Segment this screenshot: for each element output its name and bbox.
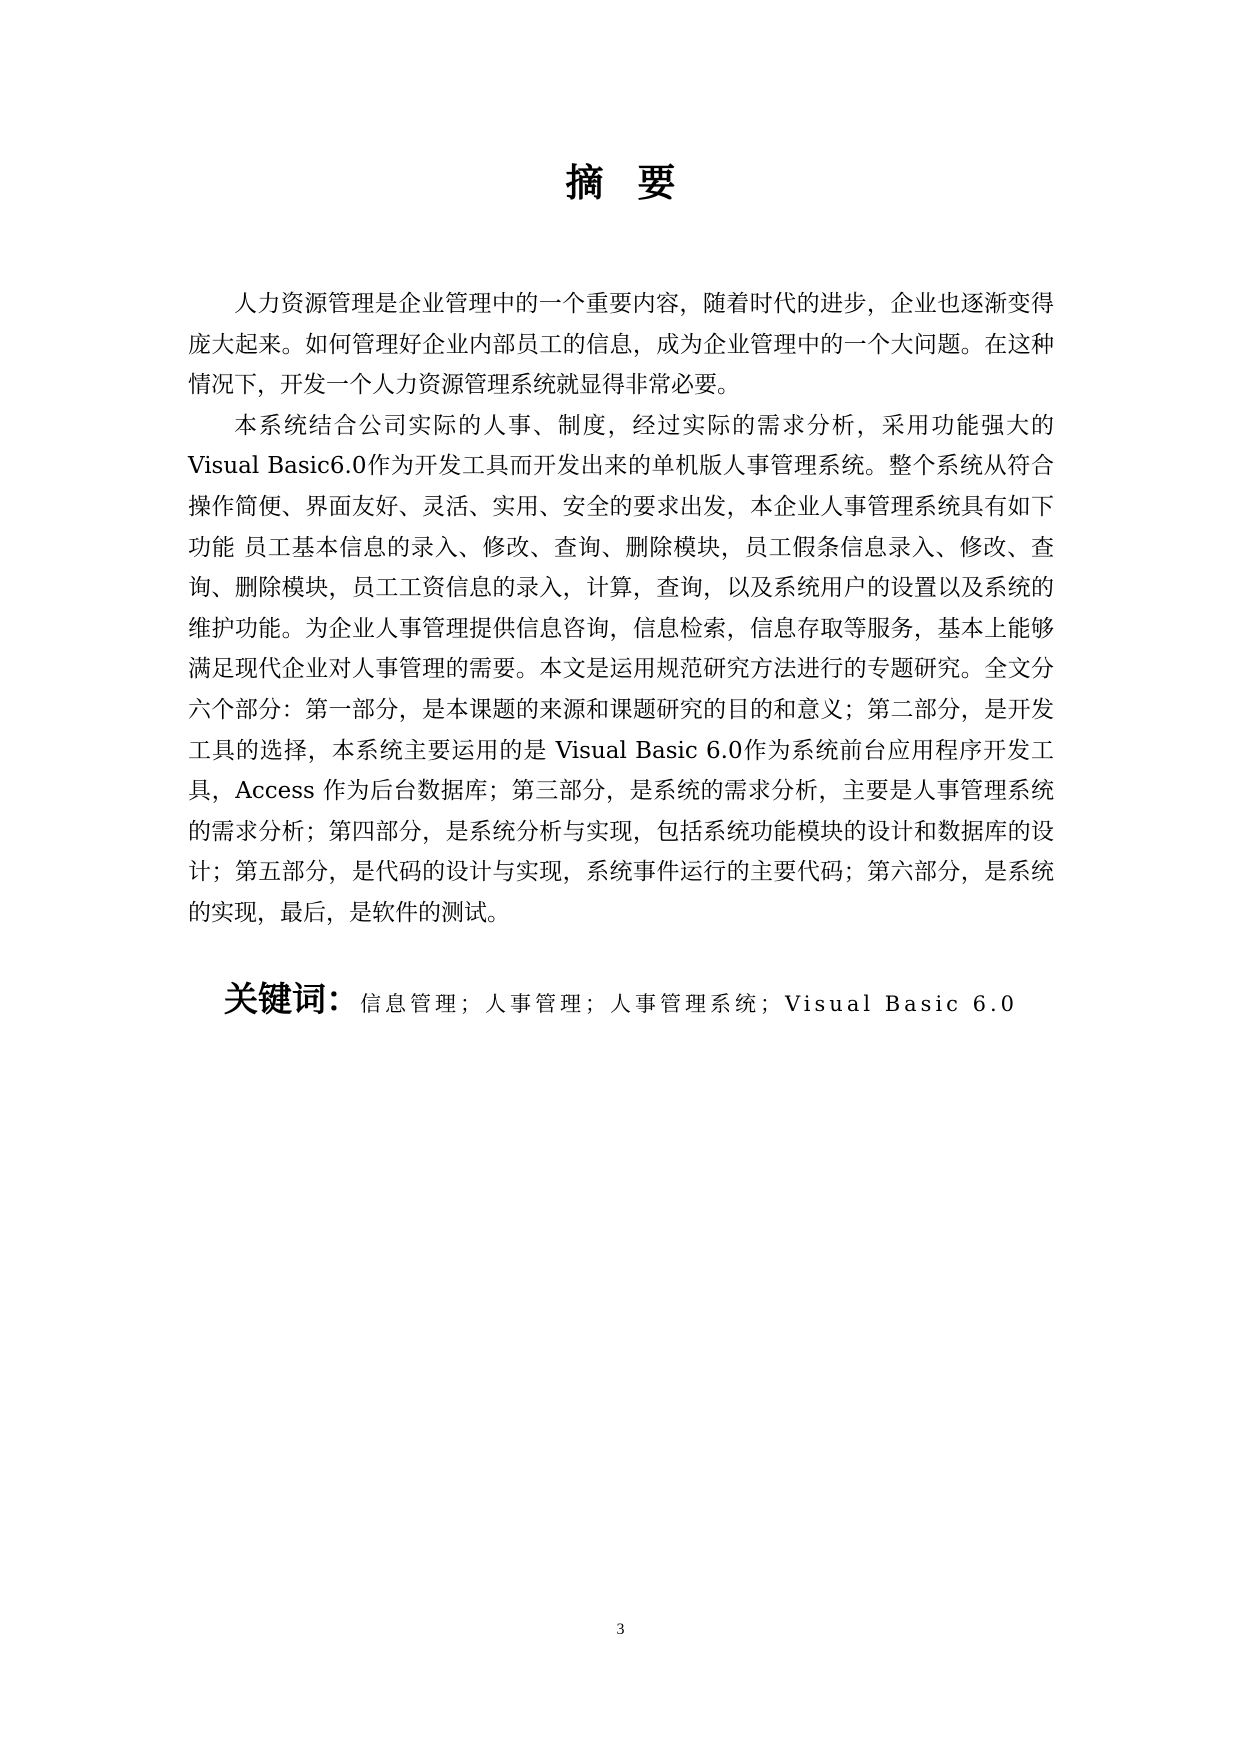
abstract-body xyxy=(188,284,1054,934)
abstract-paragraph-1: 人力资源管理是企业管理中的一个重要内容，随着时代的进步，企业也逐渐变得庞大起来。如何管理好企业内部员工的信息，成为企业管理中的一个大问题。在这种情况下，开发一个人力资源管理系统就显得非常必要。 xyxy=(188,291,1054,399)
abstract-paragraph-2: 本系统结合公司实际的人事、制度，经过实际的需求分析，采用功能强大的Visual Basic6.0作为开发工具而开发出来的单机版人事管理系统。整个系统从符合操作简便、界面友好、灵活、实用、安全的要求出发，本企业人事管理系统具有如下功能 员工基本信息的录入、修改、查询、删除模块，员工假条信息录入、修改、查询、删除模块，员工工资信息的录入，计算，查询，以及系统用户的设置以及系统的维护功能。为企业人事管理提供信息咨询，信息检索，信息存取等服务，基本上能够满足现代企业对人事管理的需要。本文是运用规范研究方法进行的专题研究。全文分六个部分：第一部分，是本课题的来源和课题研究的目的和意义；第二部分，是开发工具的选择，本系统主要运用的是 Visual Basic 6.0作为系统前台应用程序开发工具，Access 作为后台数据库；第三部分，是系统的需求分析，主要是人事管理系统的需求分析；第四部分，是系统分析与实现，包括系统功能模块的设计和数据库的设计；第五部分，是代码的设计与实现，系统事件运行的主要代码；第六部分，是系统的实现，最后，是软件的测试。 xyxy=(188,412,1054,926)
page-number: 3 xyxy=(616,1621,625,1638)
keywords-label: 关键词： xyxy=(224,980,360,1020)
keywords-line xyxy=(224,972,1064,1034)
abstract-title: 摘要 xyxy=(565,161,710,205)
keywords-text: 信息管理；人事管理；人事管理系统；Visual Basic 6.0 xyxy=(360,992,1019,1016)
